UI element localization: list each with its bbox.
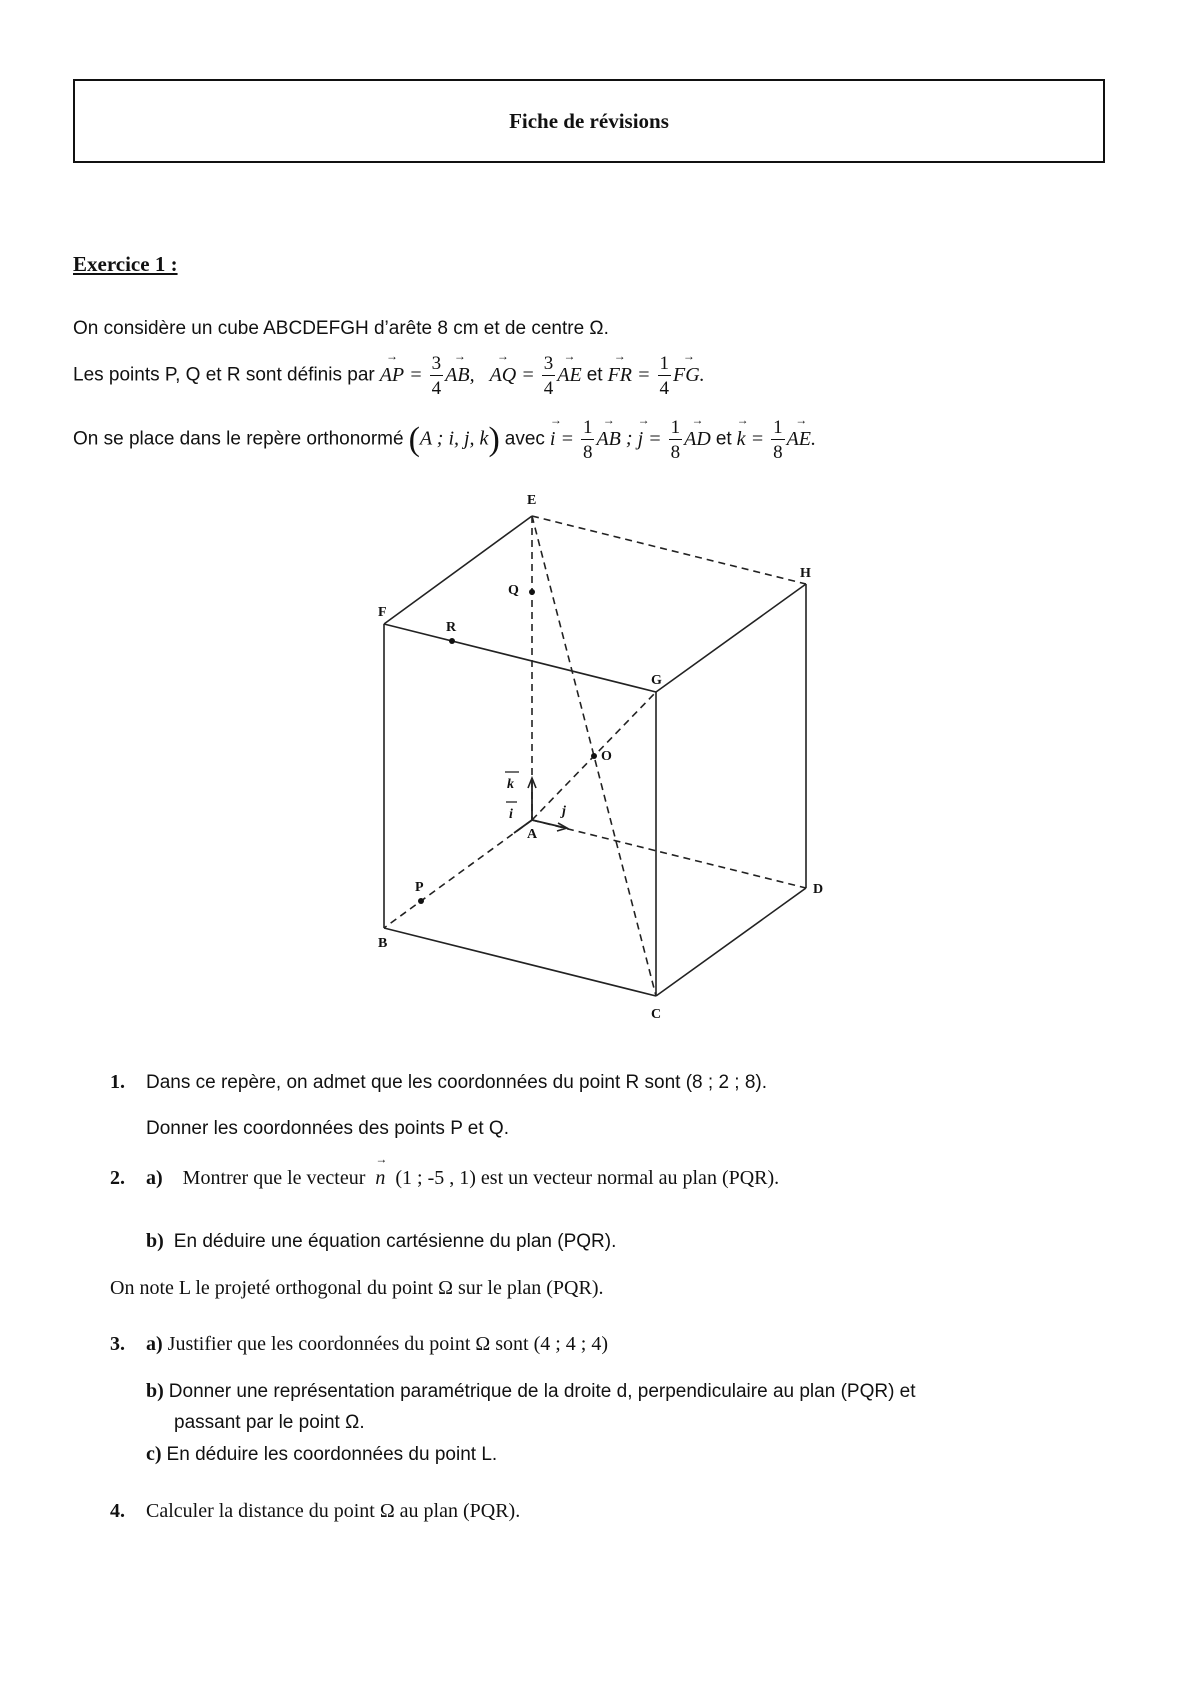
j-numerator: 1 (670, 417, 681, 438)
question-3-number: 3. (110, 1333, 125, 1355)
fr-numerator: 1 (659, 353, 669, 374)
k-definition: → k = $\frac{1}{8}$ → AE. (737, 428, 816, 450)
note-line (110, 1277, 603, 1300)
k-ae-vector: → AE. (787, 428, 816, 451)
question-1-line-1: Dans ce repère, on admet que les coordonnées du point R sont (8 ; 2 ; 8). (146, 1072, 768, 1093)
j-ad-vector: → AD (684, 428, 711, 451)
label-k: k (507, 777, 514, 792)
label-j: j (562, 804, 566, 819)
fr-vector: → FR (608, 364, 632, 387)
ae-vector: → AE (557, 364, 581, 387)
question-3b-line-2 (174, 1411, 365, 1434)
question-3c-text: En déduire les coordonnées du point L. (166, 1444, 498, 1465)
intro-line-3-text: On se place dans le repère orthonormé (73, 428, 404, 450)
aq-equation: → AQ = $\frac{3}{4}$ → AE (490, 364, 587, 386)
avec-word: avec (504, 428, 545, 450)
label-E: E (527, 493, 537, 508)
normal-vector-n: → n (375, 1167, 385, 1190)
edge-BC (384, 928, 656, 996)
exercise-heading: Exercice 1 : (73, 252, 178, 276)
question-1-line-2-text: Donner les coordonnées des points P et Q. (146, 1118, 509, 1139)
k-denominator: 8 (773, 442, 783, 463)
page-title: Fiche de révisions (509, 108, 669, 133)
point-P (418, 898, 424, 904)
i-numerator: 1 (582, 417, 593, 438)
label-B: B (378, 936, 388, 951)
label-C: C (651, 1007, 662, 1022)
question-3b (146, 1380, 916, 1403)
point-O (591, 753, 597, 759)
j-definition: → j = $\frac{1}{8}$ → AD (638, 428, 716, 450)
question-4 (110, 1500, 520, 1523)
j-denominator: 8 (670, 442, 681, 463)
fg-vector: → FG. (673, 364, 705, 387)
ap-vector: → AP (380, 364, 404, 387)
fr-equation: → FR = $\frac{1}{4}$ → FG. (608, 364, 705, 386)
label-O: O (601, 749, 612, 764)
i-denominator: 8 (582, 442, 593, 463)
edge-AD (532, 820, 806, 888)
question-3a-label: a) (146, 1333, 163, 1355)
question-3a-text: Justifier que les coordonnées du point Ω sont (4 ; 4 ; 4) (167, 1333, 609, 1355)
i-ab-vector: → AB (596, 428, 620, 451)
intro-line-1: On considère un cube ABCDEFGH d’arête 8 cm et de centre Ω. (73, 318, 609, 339)
label-D: D (813, 882, 824, 897)
note-text: On note L le projeté orthogonal du point Ω sur le plan (PQR). (110, 1277, 604, 1299)
k-numerator: 1 (773, 417, 783, 438)
question-3c-label: c) (146, 1443, 162, 1465)
ab-vector: → AB, (445, 364, 474, 387)
question-1 (110, 1071, 767, 1094)
question-3c (146, 1443, 497, 1466)
point-Q (529, 589, 535, 595)
label-P: P (415, 880, 424, 895)
ap-equation: → AP = $\frac{3}{4}$ → AB, (380, 364, 480, 386)
question-3b-text-2: passant par le point Ω. (174, 1412, 365, 1433)
fr-denominator: 4 (659, 378, 669, 399)
question-2a-suffix: (1 ; -5 , 1) est un vecteur normal au plan (PQR). (395, 1167, 780, 1189)
i-vector: → i (550, 428, 556, 451)
edge-CD (656, 888, 806, 996)
question-2-number: 2. (110, 1167, 125, 1189)
intro-line-2-text: Les points P, Q et R sont définis par (73, 364, 375, 386)
edge-EF (384, 516, 532, 624)
question-2a-prefix: Montrer que le vecteur (182, 1167, 366, 1189)
question-2b (146, 1230, 616, 1253)
question-4-text: Calculer la distance du point Ω au plan (PQR). (146, 1500, 521, 1522)
label-A: A (527, 827, 538, 842)
label-i: i (509, 807, 513, 822)
question-3b-label: b) (146, 1380, 164, 1402)
question-2a (110, 1167, 779, 1190)
label-H: H (800, 566, 811, 581)
question-3a (110, 1333, 608, 1356)
question-1-line-2 (146, 1117, 509, 1140)
i-definition: → i = $\frac{1}{8}$ → AB (550, 428, 626, 450)
label-G: G (651, 673, 662, 688)
k-vector: → k (737, 428, 746, 451)
j-vector: → j (638, 428, 644, 451)
label-F: F (378, 605, 387, 620)
edge-AB (384, 820, 532, 928)
question-4-number: 4. (110, 1500, 125, 1522)
label-Q: Q (508, 583, 519, 598)
aq-vector: → AQ (490, 364, 517, 387)
point-R (449, 638, 455, 644)
intro-line-3: On se place dans le repère orthonormé (A ; i, j, k) avec → i = $\frac{1}{8}$ → AB ; → j = $\frac{1}{8}$ → AD et → k = $\frac{1}{8}$ → AE. (73, 418, 816, 462)
frame-math: A ; i, j, k (419, 427, 489, 450)
label-R: R (446, 620, 457, 635)
aq-numerator: 3 (543, 353, 554, 374)
question-2b-text: En déduire une équation cartésienne du plan (PQR). (173, 1231, 617, 1252)
edge-HG (656, 584, 806, 692)
and-word-1: et (586, 364, 603, 386)
ap-denominator: 4 (431, 378, 442, 399)
question-1-number: 1. (110, 1071, 125, 1093)
separator: ; (625, 427, 633, 450)
question-2b-label: b) (146, 1230, 164, 1252)
edge-FG (384, 624, 656, 692)
edge-EH (532, 516, 806, 584)
aq-denominator: 4 (543, 378, 554, 399)
question-3b-text-1: Donner une représentation paramétrique de la droite d, perpendiculaire au plan (PQR) et (168, 1381, 916, 1402)
question-2a-label: a) (146, 1167, 163, 1189)
ap-numerator: 3 (431, 353, 442, 374)
and-word-2: et (715, 428, 732, 450)
